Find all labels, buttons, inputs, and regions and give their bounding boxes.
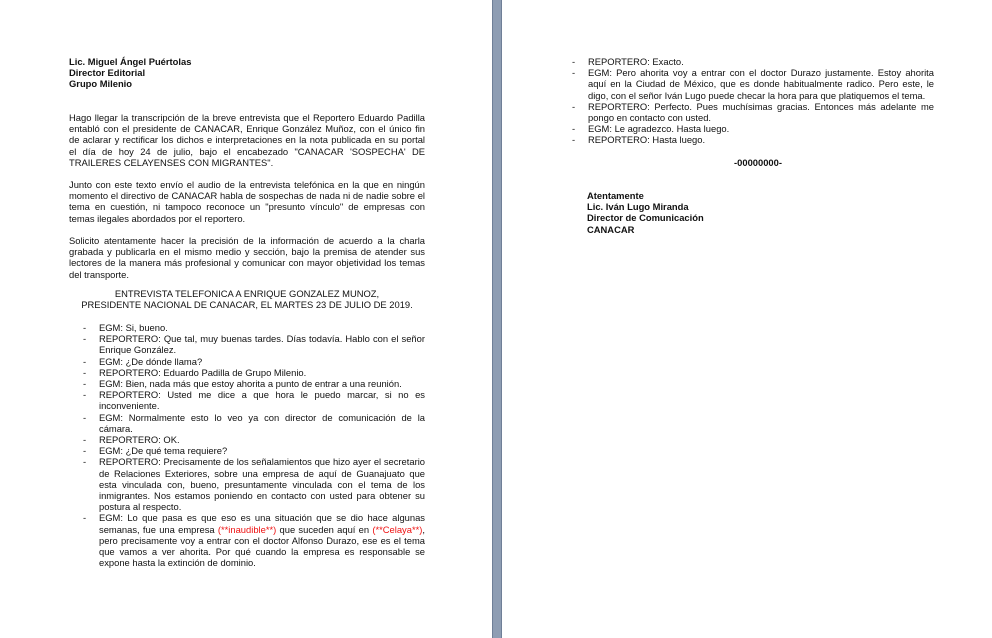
addressee-title: Director Editorial [69, 67, 146, 79]
inaudible-note: (**inaudible**) [217, 523, 277, 535]
dialogue-line: - REPORTERO: Eduardo Padilla de Grupo Milenio. [69, 367, 425, 378]
paragraph-intro: Hago llegar la transcripción de la breve entrevista que el Reportero Eduardo Padilla entabló con el presidente de CANACAR, Enrique González Muñoz, con el único fin de aclarar y rectificar los dichos e interpretaciones en la nota publicada en su portal el día de hoy 24 de julio, bajo el encabezado "CANACAR 'SOSPECHA' DE TRAILERES CELAYENSES CON MIGRANTES". [69, 112, 425, 168]
paragraph-request: Solicito atentamente hacer la precisión de la información de acuerdo a la charla grabada y publicarla en el mismo medio y sección, bajo la premisa de atender sus lectores de la manera más profesional y comunicar con mayor objetividad los temas del transporte. [69, 235, 425, 280]
page-gutter [492, 0, 502, 638]
addressee-organization: Grupo Milenio [69, 78, 133, 90]
interview-heading-line2: PRESIDENTE NACIONAL DE CANACAR, EL MARTES 23 DE JULIO DE 2019. [81, 299, 413, 311]
addressee-name: Lic. Miguel Ángel Puértolas [69, 56, 192, 67]
dialogue-line: - EGM: Le agradezco. Hasta luego. [558, 123, 934, 134]
interview-heading [69, 288, 425, 310]
signature-block [587, 190, 887, 235]
paragraph-audio: Junto con este texto envío el audio de la entrevista telefónica en la que en ningún momento el directivo de CANACAR habla de sospechas de nada ni de nadie sobre el tema en cuestión, ni tampoco reconoce un "presunto vínculo" de empresas con temas ilegales abordados por el reportero. [69, 179, 425, 224]
separator: -00000000- [734, 157, 782, 168]
dialogue-line-last [69, 512, 425, 568]
dialogue-line: - EGM: Pero ahorita voy a entrar con el doctor Durazo justamente. Estoy ahorita aquí en la Ciudad de México, que es donde habitualmente radico. Pero este, le digo, con el señor Iván Lugo puede checar la hora para que platiquemos el tema. [558, 67, 934, 101]
dialogue-line: - EGM: Si, bueno. [69, 322, 425, 333]
dialogue-text: que suceden aquí en [276, 523, 373, 535]
document-page-left [0, 0, 492, 638]
celaya-note: (**Celaya**) [372, 523, 423, 535]
signature-closing: Atentamente [587, 190, 644, 201]
dialogue-list-right [558, 56, 934, 146]
signature-title: Director de Comunicación [587, 212, 704, 224]
dialogue-text: , pero precisamente voy a entrar con el doctor Alfonso Durazo, ese es el tema que vamos a ver ahorita. Por qué cuando la empresa es responsable se expone hasta la extinción de dominio. [99, 523, 425, 569]
dialogue-line: - REPORTERO: Usted me dice a que hora le puedo marcar, si no es inconveniente. [69, 389, 425, 411]
document-page-right [502, 0, 992, 638]
dialogue-line: - REPORTERO: Perfecto. Pues muchísimas gracias. Entonces más adelante me pongo en contacto con usted. [558, 101, 934, 123]
dialogue-line: - REPORTERO: Que tal, muy buenas tardes. Días todavía. Hablo con el señor Enrique González. [69, 333, 425, 355]
dialogue-line: - EGM: ¿De dónde llama? [69, 356, 425, 367]
signature-organization: CANACAR [587, 223, 635, 235]
dialogue-line: - REPORTERO: Exacto. [558, 56, 934, 67]
dialogue-line: - REPORTERO: Hasta luego. [558, 134, 934, 145]
dialogue-text: EGM: Lo que pasa es que eso es una situación que se dio hace algunas semanas, fue una empresa [99, 512, 425, 535]
interview-heading-line1: ENTREVISTA TELEFONICA A ENRIQUE GONZALEZ MUNOZ, [114, 288, 380, 299]
dialogue-line: - REPORTERO: Precisamente de los señalamientos que hizo ayer el secretario de Relaciones Exteriores, sobre una empresa de aquí de Guanajuato que esta vinculada con, bueno, presuntamente vinculada con el tema de los inmigrantes. Nos estamos poniendo en contacto con usted para obtener su postura al respecto. [69, 456, 425, 512]
dialogue-line: - EGM: Bien, nada más que estoy ahorita a punto de entrar a una reunión. [69, 378, 425, 389]
signature-name: Lic. Iván Lugo Miranda [587, 201, 689, 213]
dialogue-line: - EGM: Normalmente esto lo veo ya con director de comunicación de la cámara. [69, 412, 425, 434]
dialogue-line: - REPORTERO: OK. [69, 434, 425, 445]
dialogue-line: - EGM: ¿De qué tema requiere? [69, 445, 425, 456]
addressee-block [69, 56, 439, 90]
dialogue-list-left [69, 322, 425, 568]
